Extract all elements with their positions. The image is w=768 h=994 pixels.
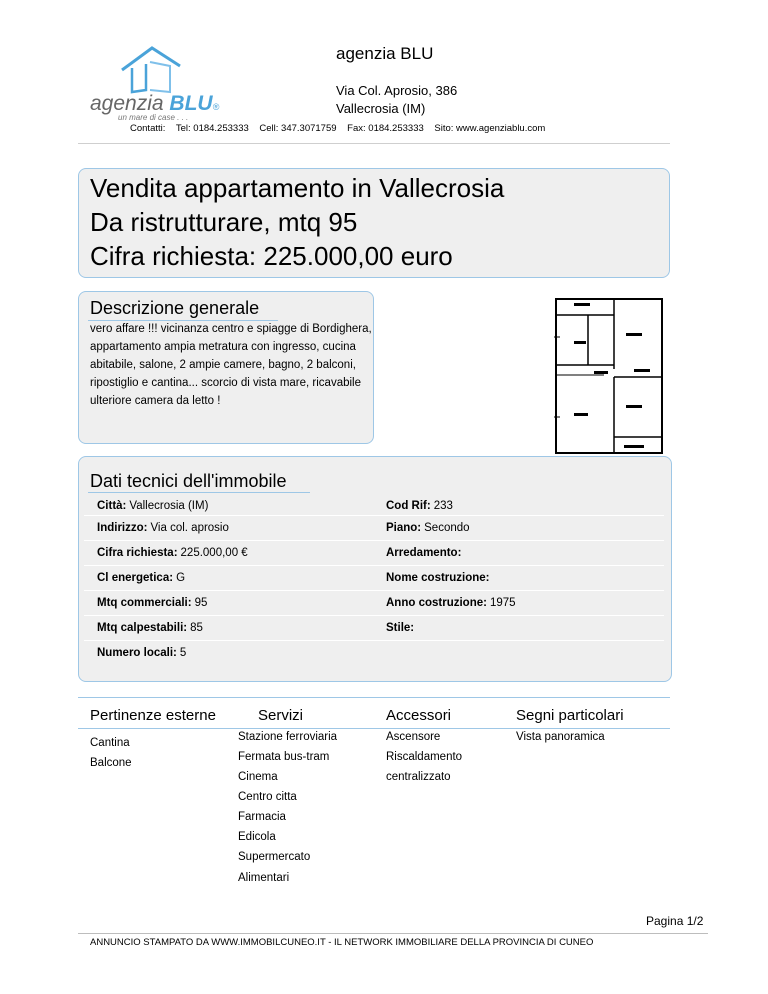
footer-text: ANNUNCIO STAMPATO DA WWW.IMMOBILCUNEO.IT - IL NETWORK IMMOBILIARE DELLA PROVINCIA DI CUNEO xyxy=(90,937,594,948)
row-divider xyxy=(84,590,664,591)
address-line-1: Via Col. Aprosio, 386 xyxy=(336,83,458,98)
agency-logo xyxy=(84,40,234,130)
contacts-line xyxy=(130,123,553,134)
col-heading-pertinenze: Pertinenze esterne xyxy=(90,707,216,724)
description-heading: Descrizione generale xyxy=(90,298,260,318)
list-item: Centro citta xyxy=(238,791,297,803)
list-item: Supermercato xyxy=(238,851,311,863)
row-divider xyxy=(84,640,664,641)
field-numero-locali: Numero locali: 5 xyxy=(97,647,187,659)
title-line-3: Cifra richiesta: 225.000,00 euro xyxy=(90,241,453,271)
col-heading-accessori: Accessori xyxy=(386,707,452,724)
field-nome-costruzione: Nome costruzione: xyxy=(386,572,490,584)
list-item: Vista panoramica xyxy=(516,731,605,743)
header-divider xyxy=(78,143,670,144)
field-classe-energetica: Cl energetica: G xyxy=(97,572,186,584)
title-line-2: Da ristrutturare, mtq 95 xyxy=(90,207,358,237)
tech-heading-underline xyxy=(88,492,310,493)
columns-top-divider xyxy=(78,697,670,698)
field-mtq-calpestabili: Mtq calpestabili: 85 xyxy=(97,622,203,634)
list-item: Cinema xyxy=(238,771,278,783)
field-mtq-commerciali: Mtq commerciali: 95 xyxy=(97,597,208,609)
list-item: Cantina xyxy=(90,737,130,749)
list-item: Alimentari xyxy=(238,872,290,884)
contact-cell: Cell: 347.3071759 xyxy=(259,123,337,134)
field-citta: Città: Vallecrosia (IM) xyxy=(97,500,209,512)
col-heading-segni: Segni particolari xyxy=(516,707,624,724)
field-cod-rif: Cod Rif: 233 xyxy=(386,500,453,512)
tech-heading: Dati tecnici dell'immobile xyxy=(90,471,287,491)
list-item: Balcone xyxy=(90,757,132,769)
field-anno-costruzione: Anno costruzione: 1975 xyxy=(386,597,516,609)
row-divider xyxy=(84,515,664,516)
list-item: Ascensore xyxy=(386,731,441,743)
footer-divider xyxy=(78,933,708,934)
row-divider xyxy=(84,540,664,541)
house-logo-icon xyxy=(84,40,234,130)
title-line-1: Vendita appartamento in Vallecrosia xyxy=(90,173,505,203)
field-cifra-richiesta: Cifra richiesta: 225.000,00 € xyxy=(97,547,248,559)
contact-tel: Tel: 0184.253333 xyxy=(175,123,249,134)
list-item: Fermata bus-tram xyxy=(238,751,330,763)
row-divider xyxy=(84,565,664,566)
page-number: Pagina 1/2 xyxy=(646,914,704,928)
list-item: Riscaldamento xyxy=(386,751,463,763)
agency-name: agenzia BLU xyxy=(336,44,434,63)
row-divider xyxy=(84,615,664,616)
col-heading-servizi: Servizi xyxy=(258,707,304,724)
list-item: Farmacia xyxy=(238,811,286,823)
field-piano: Piano: Secondo xyxy=(386,522,470,534)
field-stile: Stile: xyxy=(386,622,415,634)
logo-tagline: un mare di case . . . xyxy=(118,113,189,122)
contact-site[interactable]: Sito: www.agenziablu.com xyxy=(434,123,546,134)
floor-plan-image xyxy=(554,297,664,455)
columns-header-divider xyxy=(78,728,670,729)
contacts-label: Contatti: xyxy=(130,123,166,134)
logo-wordmark: agenzia BLU® xyxy=(90,92,220,115)
contact-fax: Fax: 0184.253333 xyxy=(347,123,424,134)
description-text: vero affare !!! vicinanza centro e spiagge di Bordighera, appartamento ampia metratura con ingresso, cucina abitabile, salone, 2 ampie camere, bagno, 2 balconi, ripostiglio e cantina... scorcio di vista mare, ricavabile ulteriore camera da letto ! xyxy=(90,323,372,407)
field-arredamento: Arredamento: xyxy=(386,547,462,559)
floor-plan-drawing xyxy=(554,297,664,455)
address-line-2: Vallecrosia (IM) xyxy=(336,101,426,116)
list-item: Edicola xyxy=(238,831,276,843)
list-item: centralizzato xyxy=(386,771,451,783)
list-item: Stazione ferroviaria xyxy=(238,731,338,743)
field-indirizzo: Indirizzo: Via col. aprosio xyxy=(97,522,229,534)
